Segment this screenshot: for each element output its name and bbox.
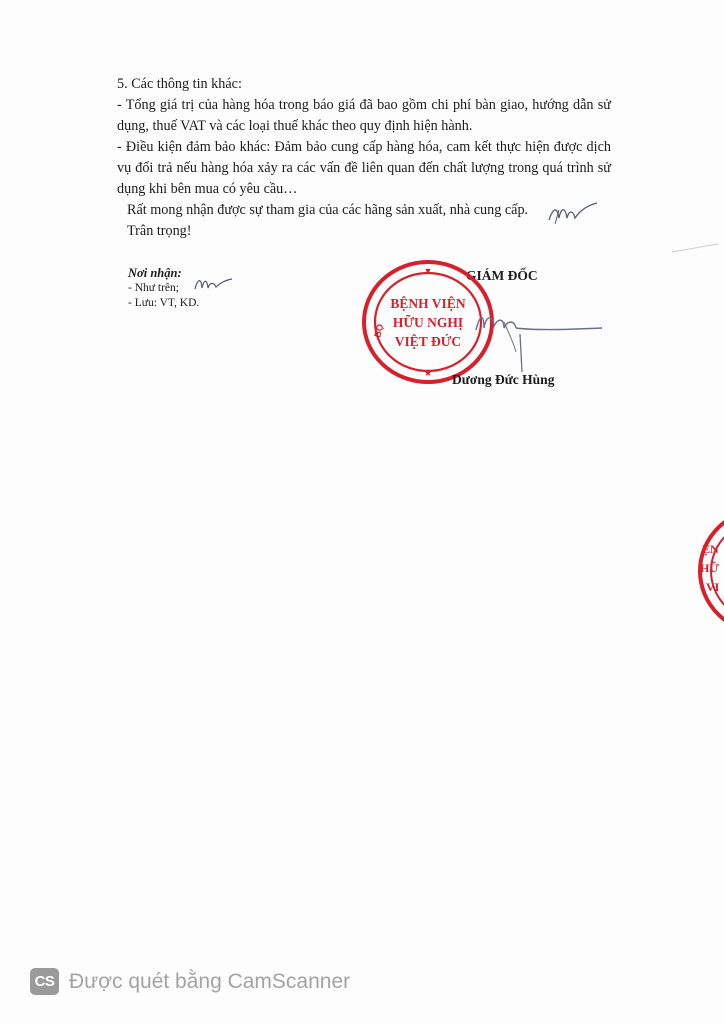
edge-stamp-line: HỮ [700,561,719,575]
letter-body [117,74,611,242]
edge-stamp-line: VI [706,580,720,594]
section-heading: 5. Các thông tin khác: [117,76,242,92]
camscanner-text: Được quét bằng CamScanner [69,969,351,993]
stamp-side-text: BỘ [372,322,386,339]
initial-signature-2 [192,274,234,294]
stamp-line: VIỆT ĐỨC [394,334,462,349]
recipient-item: - Như trên; [128,282,179,294]
regards-line: Trân trọng! [127,223,192,239]
signer-title: GIÁM ĐỐC [466,268,538,283]
camscanner-logo-icon: CS [30,968,59,995]
camscanner-watermark [30,968,350,995]
recipients-block [128,266,199,311]
paragraph-total-value: - Tổng giá trị của hàng hóa trong báo giá đã bao gồm chi phí bàn giao, hướng dẫn sử dụng, thuế VAT và các loại thuế khác theo quy định hiện hành. [117,97,611,134]
svg-text:▼: ▼ [423,266,433,276]
recipients-heading: Nơi nhận: [128,266,182,280]
closing-line: Rất mong nhận được sự tham gia của các hãng sản xuất, nhà cung cấp. [127,202,529,218]
scan-mark [670,242,720,254]
signer-name: Dương Đức Hùng [452,372,555,387]
svg-text:★: ★ [423,368,433,379]
stamp-line: BỆNH VIỆN [390,296,466,311]
edge-stamp-line: ỆN [702,542,719,556]
partial-stamp-edge [694,505,724,637]
initial-signature-1 [545,200,600,228]
paragraph-warranty-conditions: - Điều kiện đảm bảo khác: Đảm bảo cung cấp hàng hóa, cam kết thực hiện được dịch vụ đổi trả nếu hàng hóa xảy ra các vấn đề liên quan đến chất lượng trong quá trình sử dụng khi bên mua có yêu cầu… [117,139,611,197]
recipient-item: - Lưu: VT, KD. [128,297,200,309]
director-signature [470,300,610,376]
stamp-line: HỮU NGHỊ [392,315,464,330]
